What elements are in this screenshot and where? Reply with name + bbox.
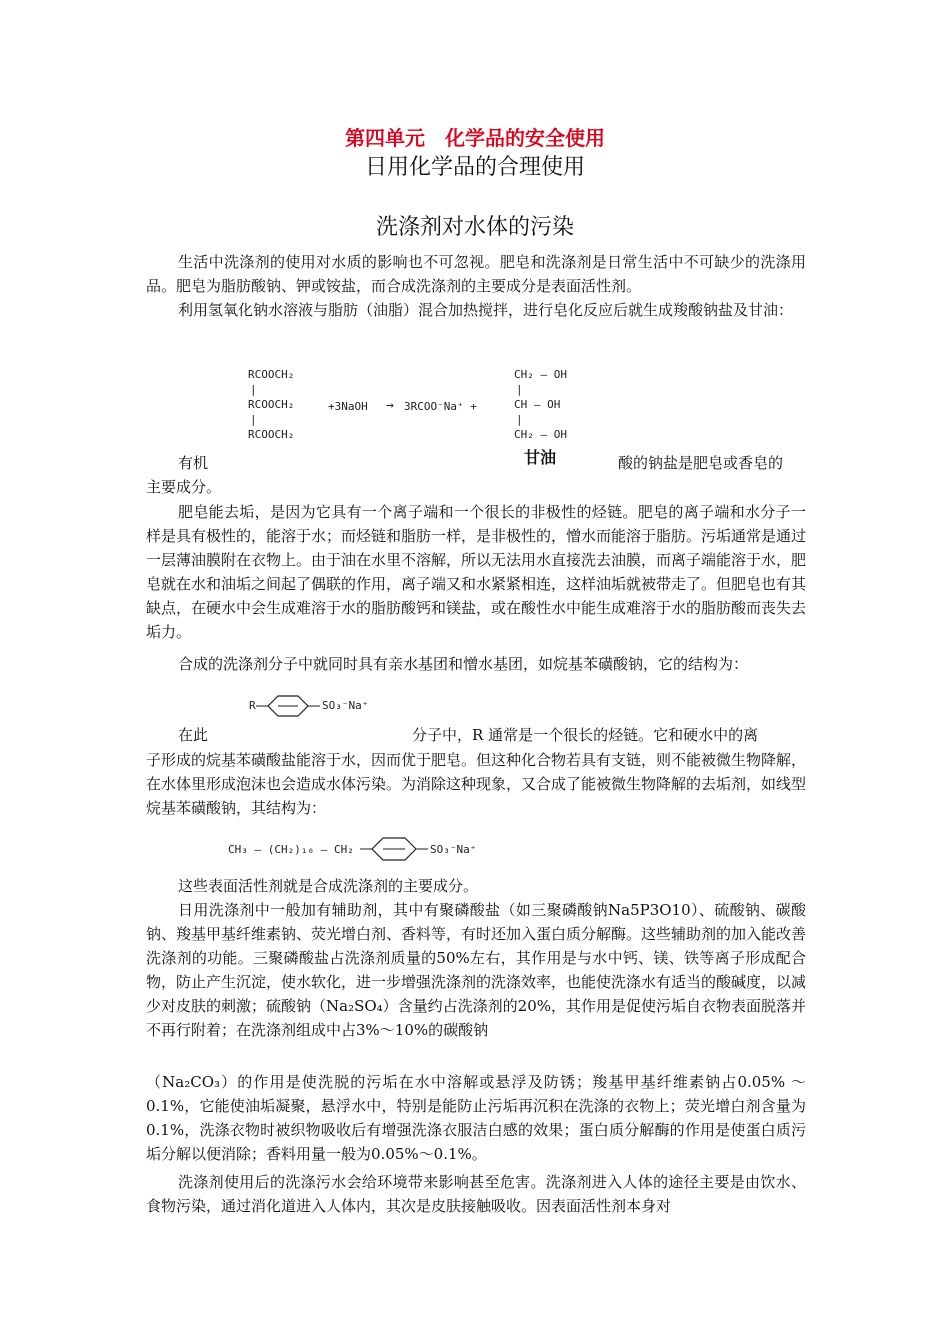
glycerol-2: CH — OH — [514, 398, 561, 411]
paragraph-pollution: 洗涤剂使用后的洗涤污水会给环境带来影响甚至危害。洗涤剂进入人体的途径主要是由饮水、食物污染，通过消化道进入人体内，其次是皮肤接触吸收。因表面活性剂本身对 — [146, 1173, 806, 1215]
paragraph-additives-cont: （Na₂CO₃）的作用是使洗脱的污垢在水中溶解或悬浮及防锈；羧基甲基纤维素钠占0.05% ～ 0.1%，它能使油垢凝聚，悬浮水中，特别是能防止污垢再沉积在洗涤的衣物上；荧光增白剂含量为 0.1%，洗涤衣物时被织物吸收后有增强洗涤衣服洁白感的效果；蛋白质分解酶的作用是使蛋白质污垢分解以便消除；香料用量一般为0.05%～0.1%。 — [146, 1073, 806, 1163]
paragraph-molecule-left: 在此 — [178, 726, 209, 744]
soap-product: 3RCOO⁻Na⁺ + — [404, 400, 477, 413]
reagent-naoh: +3NaOH — [328, 400, 368, 413]
bond-2: | — [250, 413, 257, 426]
paragraph-surfactant: 这些表面活性剂就是合成洗涤剂的主要成分。 — [178, 877, 479, 895]
paragraph-soap-left: 有机 — [178, 454, 209, 472]
sulfonate-group-1: SO₃⁻Na⁺ — [322, 699, 369, 712]
reaction-arrow: → — [386, 398, 394, 413]
paragraph-additives: 日用洗涤剂中一般加有辅助剂，其中有聚磷酸盐（如三聚磷酸钠Na5P3O10）、硫酸钠、碳酸钠、羧基甲基纤维素钠、荧光增白剂、香料等，有时还加入蛋白质分解酶。这些辅助剂的加入能改善洗涤剂的功能。三聚磷酸盐占洗涤剂质量的50%左右，其作用是与水中钙、镁、铁等离子形成配合物，防止产生沉淀，使水软化，进一步增强洗涤剂的洗涤效率，也能使洗涤水有适当的酸碱度，以减少对皮肤的刺激；硫酸钠（Na₂SO₄）含量约占洗涤剂的20%，其作用是促使污垢自衣物表面脱落并不再行附着；在洗涤剂组成中占3%～10%的碳酸钠 — [146, 901, 807, 1039]
lesson-subtitle: 日用化学品的合理使用 — [364, 155, 585, 180]
paragraph-detergency: 肥皂能去垢，是因为它具有一个离子端和一个很长的非极性的烃链。肥皂的离子端和水分子一样是具有极性的，能溶于水；而烃链和脂肪一样，是非极性的，憎水而能溶于脂肪。污垢通常是通过一层薄油膜附在衣物上。由于油在水里不溶解，所以无法用水直接洗去油膜，而离子端能溶于水，肥皂就在水和油垢之间起了偶联的作用，离子端又和水紧紧相连，这样油垢就被带走了。但肥皂也有其缺点，在硬水中会生成难溶于水的脂肪酸钙和镁盐，或在酸性水中能生成难溶于水的脂肪酸而丧失去垢力。 — [146, 503, 807, 641]
r-group: R — [249, 699, 256, 712]
glycerol-bond-2: | — [516, 413, 523, 426]
benzene-ring-1 — [256, 694, 322, 720]
paragraph-intro: 生活中洗涤剂的使用对水质的影响也不可忽视。肥皂和洗涤剂是日常生活中不可缺少的洗涤用品。肥皂为脂肪酸钠、钾或铵盐，而合成洗涤剂的主要成分是表面活性剂。 — [146, 253, 806, 295]
section-title: 洗涤剂对水体的污染 — [375, 215, 574, 240]
glycerol-3: CH₂ — OH — [514, 428, 567, 441]
unit-title: 第四单元 化学品的安全使用 — [345, 126, 605, 150]
bond-1: | — [250, 383, 257, 396]
paragraph-soap-cont: 主要成分。 — [146, 478, 222, 496]
paragraph-soap-right: 酸的钠盐是肥皂或香皂的 — [618, 454, 784, 472]
paragraph-molecule-cont: 子形成的烷基苯磺酸盐能溶于水，因而优于肥皂。但这种化合物若具有支链，则不能被微生物降解，在水体里形成泡沫也会造成水体污染。为消除这种现象，又合成了能被微生物降解的去垢剂，如线型烷基苯磺酸钠，其结构为： — [146, 751, 807, 817]
glycerol-1: CH₂ — OH — [514, 368, 567, 381]
sulfonate-group-2: SO₃⁻Na⁺ — [430, 843, 477, 856]
paragraph-saponification: 利用氢氧化钠水溶液与脂肪（油脂）混合加热搅拌，进行皂化反应后就生成羧酸钠盐及甘油： — [178, 301, 794, 319]
glycerol-bond-1: | — [516, 383, 523, 396]
ester-1: RCOOCH₂ — [248, 368, 295, 381]
ester-3: RCOOCH₂ — [248, 428, 295, 441]
paragraph-synthetic: 合成的洗涤剂分子中就同时具有亲水基团和憎水基团，如烷基苯磺酸钠，它的结构为： — [178, 655, 749, 673]
alkyl-chain: CH₃ — (CH₂)₁₀ — CH₂ — [228, 843, 354, 856]
glycerol-label: 甘油 — [524, 448, 557, 467]
benzene-ring-2 — [360, 836, 430, 864]
ester-2: RCOOCH₂ — [248, 398, 295, 411]
paragraph-molecule-right: 分子中，R 通常是一个很长的烃链。它和硬水中的离 — [412, 726, 759, 744]
